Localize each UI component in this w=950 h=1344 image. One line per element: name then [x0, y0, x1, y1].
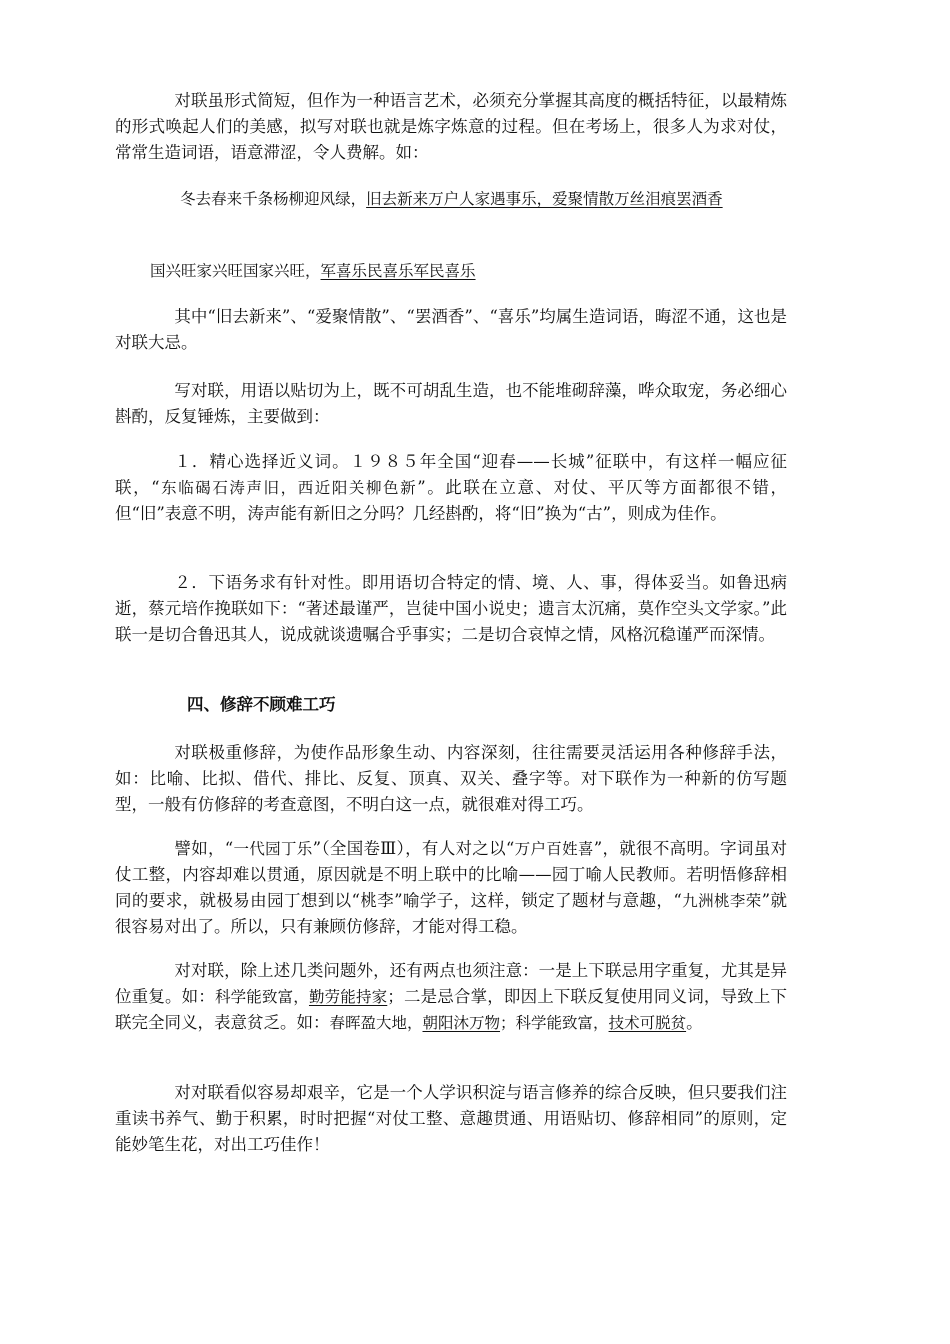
p8-example-b: 科学能致富，: [214, 988, 309, 1006]
p8-example-c: 勤劳能持家: [308, 988, 388, 1006]
p7-text-g: ”就很容易对出了。所以，只有兼顾仿修辞，才能对得工稳。: [115, 891, 788, 936]
paragraph-point-1: [115, 449, 787, 527]
example-2-lower: 军喜乐民喜乐军民喜乐: [320, 262, 476, 280]
point-1-text-a: １．精心选择近义词。１９８５年全国“迎春——长城”征联中，有这样一幅应征联，“: [115, 452, 787, 497]
example-couplet-2: [150, 258, 790, 284]
point-1-text-b: ”。此联在立意、对仗、平仄等方面都很不错，但“旧”表意不明，涛声能有新旧之分吗？几经斟酌，将“旧”换为“古”，则成为佳作。: [115, 478, 787, 523]
p8-example-h: 科学能致富，: [515, 1014, 609, 1032]
paragraph-word-choice: 写对联，用语以贴切为上，既不可胡乱生造，也不能堆砌辞藻，哗众取宠，务必细心斟酌，反复锤炼，主要做到：: [115, 381, 787, 426]
example-2-upper: 国兴旺家兴旺国家兴旺，: [150, 262, 321, 280]
p7-couplet-peach: 九洲桃李荣: [681, 892, 762, 910]
paragraph-intro: 对联虽形式简短，但作为一种语言艺术，必须充分掌握其高度的概括特征，以最精炼的形式唤起人们的美感，拟写对联也就是炼字炼意的过程。但在考场上，很多人为求对仗，常常生造词语，语意滞涩，令人费解。如：: [115, 91, 787, 162]
paragraph-conclusion: 对对联看似容易却艰辛，它是一个人学识积淀与语言修养的综合反映，但只要我们注重读书养气、勤于积累，时时把握“对仗工整、意趣贯通、用语贴切、修辞相同”的原则，定能妙笔生花，对出工巧佳作！: [115, 1083, 787, 1154]
paragraph-fabricated-words: 其中“旧去新来”、“爱聚情散”、“罢酒香”、“喜乐”均属生造词语，晦涩不通，这也是对联大忌。: [115, 307, 787, 352]
p8-example-f: 朝阳沐万物: [422, 1014, 501, 1032]
p8-text-d: ；二是忌合掌，即因上下联反复使用同义词，导致上下联完全同义，表意贫乏。如：: [115, 987, 788, 1032]
p8-text-g: ；: [500, 1014, 516, 1032]
example-1-lower: 旧去新来万户人家遇事乐，爱聚情散万丝泪痕罢酒香: [366, 190, 723, 208]
paragraph-point-2: ２．下语务求有针对性。即用语切合特定的情、境、人、事，得体妥当。如鲁迅病逝，蔡元培作挽联如下：“著述最谨严，岂徒中国小说史；遗言太沉痛，莫作空头文学家。”此联一是切合鲁迅其人，说成就谈遗嘱合乎事实；二是切合哀悼之情，风格沉稳谨严而深情。: [115, 573, 787, 644]
section-heading-4: 四、修辞不顾难工巧: [187, 695, 336, 714]
example-couplet-1: [115, 186, 787, 212]
point-1-couplet: 东临碣石涛声旧，西近阳关柳色新: [159, 479, 418, 497]
paragraph-gardener-example: [115, 836, 787, 940]
p8-text-j: 。: [686, 1013, 703, 1032]
p7-text-e: ”，就很不高明。字词虽对仗工整，内容却难以贯通，原因就是不明上联中的比喻——园丁喻人民教师。若明悟修辞相同的要求，就极易由园丁想到以“桃李”喻学子，这样，锁定了题材与意趣，“: [115, 839, 787, 910]
paragraph-rhetoric: 对联极重修辞，为使作品形象生动、内容深刻，往往需要灵活运用各种修辞手法，如：比喻、比拟、借代、排比、反复、顶真、双关、叠字等。对下联作为一种新的仿写题型，一般有仿修辞的考查意图，不明白这一点，就很难对得工巧。: [115, 743, 787, 814]
p8-example-i: 技术可脱贫: [608, 1014, 687, 1032]
p8-example-e: 春晖盈大地，: [329, 1014, 423, 1032]
p7-couplet-gardener: 一代园丁乐: [233, 840, 313, 858]
p8-text-a: 对对联，除上述几类问题外，还有两点也须注意：一是上下联忌用字重复，尤其是异位重复。如：: [115, 961, 787, 1006]
example-1-upper: 冬去春来千条杨柳迎风绿，: [180, 190, 367, 208]
paragraph-repetition: [115, 958, 787, 1036]
p7-text-c: ”（全国卷Ⅲ），有人对之以“: [312, 839, 515, 858]
p7-text-a: 譬如，“: [174, 839, 234, 858]
p7-couplet-households: 万户百姓喜: [514, 840, 594, 858]
